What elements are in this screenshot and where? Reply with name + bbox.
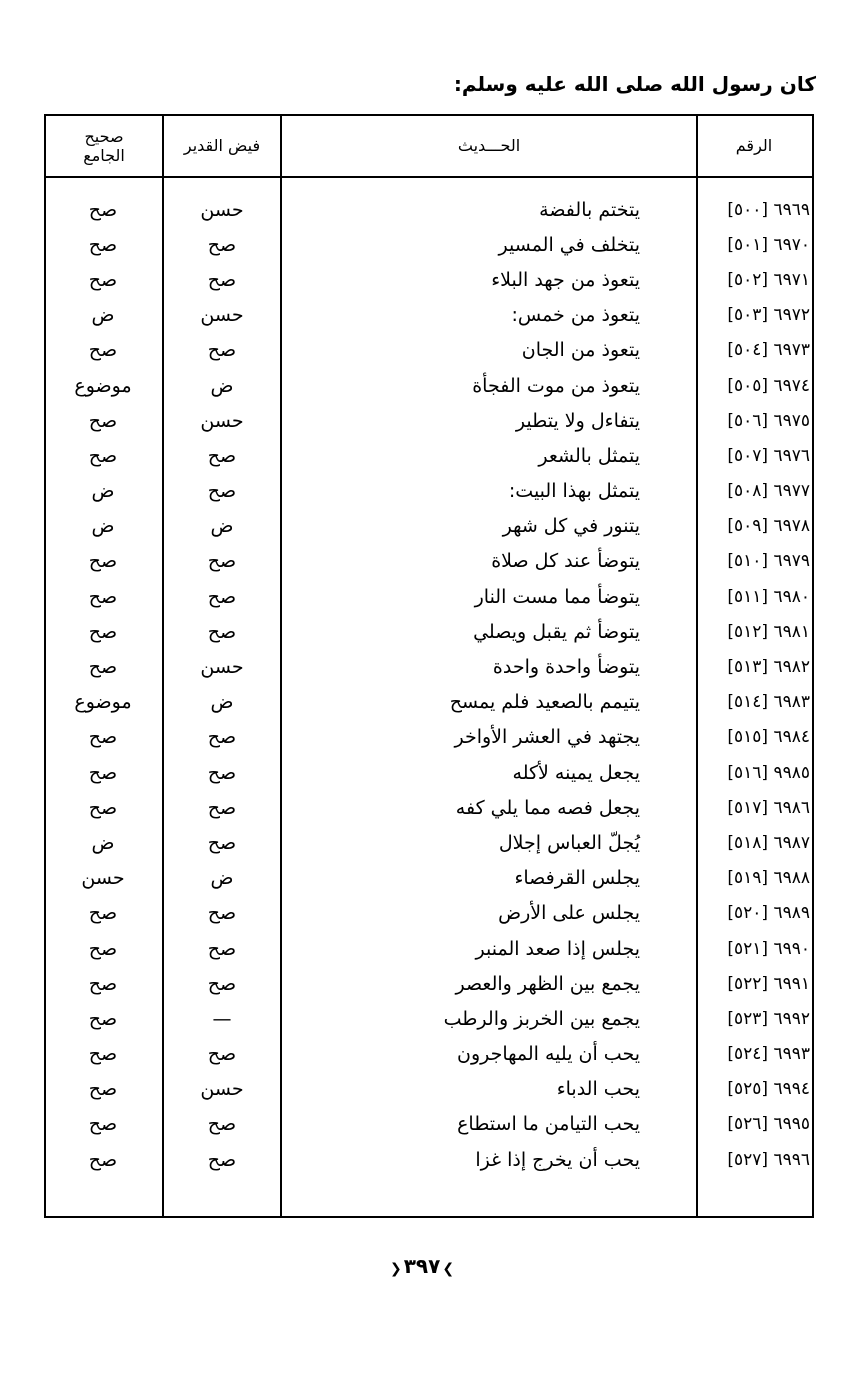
row-sahih-grade: ض bbox=[91, 515, 115, 538]
row-hadith: يتوضأ مما مست النار bbox=[474, 585, 640, 608]
row-faid-grade: صح bbox=[207, 1113, 237, 1136]
row-sahih-grade: موضوع bbox=[74, 691, 132, 714]
row-faid-grade: ض bbox=[210, 691, 234, 714]
row-sahih-grade: صح bbox=[88, 972, 118, 995]
header-number: الرقم bbox=[735, 136, 773, 156]
table-row bbox=[46, 614, 812, 649]
row-number: ٦٩٩٣ [٥٢٤] bbox=[727, 1044, 810, 1065]
table-row bbox=[46, 298, 812, 333]
row-number: ٦٩٨٤ [٥١٥] bbox=[727, 727, 810, 748]
row-hadith: يتعوذ من الجان bbox=[521, 339, 640, 362]
row-sahih-grade: صح bbox=[88, 796, 118, 819]
page-number: ٣٩٧ bbox=[403, 1254, 441, 1278]
row-faid-grade: ض bbox=[210, 515, 234, 538]
row-faid-grade: صح bbox=[207, 444, 237, 467]
table-row bbox=[46, 227, 812, 262]
table-row bbox=[46, 755, 812, 790]
row-sahih-grade: صح bbox=[88, 1007, 118, 1030]
row-hadith: يجلس القرفصاء bbox=[514, 867, 640, 890]
row-hadith: يتنور في كل شهر bbox=[502, 515, 640, 538]
ornament-icon: ❮ bbox=[389, 1261, 402, 1277]
row-number: ٦٩٩٢ [٥٢٣] bbox=[727, 1008, 810, 1029]
table-row bbox=[46, 966, 812, 1001]
table-row bbox=[46, 333, 812, 368]
row-sahih-grade: صح bbox=[88, 233, 118, 256]
row-sahih-grade: صح bbox=[88, 726, 118, 749]
row-hadith: يحب أن يخرج إذا غزا bbox=[475, 1148, 640, 1171]
table-row bbox=[46, 825, 812, 860]
row-faid-grade: حسن bbox=[200, 409, 244, 432]
row-hadith: يحب أن يليه المهاجرون bbox=[456, 1043, 640, 1066]
row-hadith: يجمع بين الظهر والعصر bbox=[455, 972, 640, 995]
header-hadith: الحـــديث bbox=[457, 136, 521, 156]
row-number: ٦٩٧٤ [٥٠٥] bbox=[727, 375, 810, 396]
row-hadith: يتوضأ عند كل صلاة bbox=[491, 550, 640, 573]
row-hadith: يجلس على الأرض bbox=[498, 902, 640, 925]
row-faid-grade: حسن bbox=[200, 1078, 244, 1101]
row-number: ٦٩٨٢ [٥١٣] bbox=[727, 657, 810, 678]
row-sahih-grade: صح bbox=[88, 1148, 118, 1171]
header-sahih-line2: الجامع bbox=[83, 146, 125, 165]
row-sahih-grade: صح bbox=[88, 198, 118, 221]
table-row bbox=[46, 544, 812, 579]
row-number: ٦٩٩٤ [٥٢٥] bbox=[727, 1079, 810, 1100]
row-sahih-grade: صح bbox=[88, 1113, 118, 1136]
table-row bbox=[46, 1107, 812, 1142]
row-faid-grade: صح bbox=[207, 550, 237, 573]
row-sahih-grade: صح bbox=[88, 937, 118, 960]
row-sahih-grade: صح bbox=[88, 902, 118, 925]
row-sahih-grade: صح bbox=[88, 1043, 118, 1066]
row-faid-grade: صح bbox=[207, 585, 237, 608]
header-faid-al-qadir: فيض القدير bbox=[183, 136, 261, 156]
row-hadith: يحب الدباء bbox=[556, 1078, 640, 1101]
row-sahih-grade: صح bbox=[88, 550, 118, 573]
row-number: ٦٩٧٧ [٥٠٨] bbox=[727, 481, 810, 502]
row-number: ٦٩٩٠ [٥٢١] bbox=[727, 938, 810, 959]
hadith-table bbox=[44, 114, 814, 1218]
ornament-icon: ❯ bbox=[442, 1261, 455, 1277]
row-hadith: يتمثل بالشعر bbox=[538, 444, 640, 467]
row-number: ٦٩٧٩ [٥١٠] bbox=[727, 551, 810, 572]
row-sahih-grade: ض bbox=[91, 480, 115, 503]
table-row bbox=[46, 649, 812, 684]
row-hadith: يتفاءل ولا يتطير bbox=[515, 409, 640, 432]
table-row bbox=[46, 368, 812, 403]
row-faid-grade: صح bbox=[207, 620, 237, 643]
row-faid-grade: حسن bbox=[200, 304, 244, 327]
row-faid-grade: حسن bbox=[200, 656, 244, 679]
row-faid-grade: صح bbox=[207, 761, 237, 784]
header-sahih-line1: صحيح bbox=[84, 126, 124, 146]
row-number: ٦٩٦٩ [٥٠٠] bbox=[727, 199, 810, 220]
row-faid-grade: صح bbox=[207, 796, 237, 819]
row-faid-grade: صح bbox=[207, 480, 237, 503]
row-faid-grade: — bbox=[212, 1007, 232, 1030]
page-footer bbox=[0, 1254, 844, 1278]
row-hadith: يتختم بالفضة bbox=[539, 198, 640, 221]
row-number: ٦٩٩١ [٥٢٢] bbox=[727, 973, 810, 994]
row-faid-grade: ض bbox=[210, 867, 234, 890]
row-hadith: يتعوذ من خمس: bbox=[511, 304, 640, 327]
row-hadith: يتيمم بالصعيد فلم يمسح bbox=[449, 691, 640, 714]
table-row bbox=[46, 474, 812, 509]
row-sahih-grade: حسن bbox=[81, 867, 125, 890]
row-sahih-grade: صح bbox=[88, 1078, 118, 1101]
row-faid-grade: صح bbox=[207, 726, 237, 749]
table-row bbox=[46, 1072, 812, 1107]
row-number: ٦٩٨٣ [٥١٤] bbox=[727, 692, 810, 713]
table-row bbox=[46, 262, 812, 297]
row-sahih-grade: صح bbox=[88, 620, 118, 643]
row-number: ٩٩٨٥ [٥١٦] bbox=[727, 762, 810, 783]
row-faid-grade: صح bbox=[207, 972, 237, 995]
row-sahih-grade: صح bbox=[88, 268, 118, 291]
row-hadith: يجلس إذا صعد المنبر bbox=[475, 937, 640, 960]
table-header bbox=[46, 116, 812, 178]
row-sahih-grade: صح bbox=[88, 444, 118, 467]
row-hadith: يجتهد في العشر الأواخر bbox=[454, 726, 640, 749]
table-row bbox=[46, 1037, 812, 1072]
row-number: ٦٩٩٥ [٥٢٦] bbox=[727, 1114, 810, 1135]
row-number: ٦٩٨١ [٥١٢] bbox=[727, 621, 810, 642]
row-hadith: يتعوذ من جهد البلاء bbox=[491, 268, 640, 291]
row-faid-grade: صح bbox=[207, 831, 237, 854]
row-sahih-grade: صح bbox=[88, 339, 118, 362]
row-faid-grade: صح bbox=[207, 268, 237, 291]
row-sahih-grade: صح bbox=[88, 761, 118, 784]
table-row bbox=[46, 896, 812, 931]
row-sahih-grade: ض bbox=[91, 831, 115, 854]
row-faid-grade: صح bbox=[207, 937, 237, 960]
row-hadith: يجعل فصه مما يلي كفه bbox=[455, 796, 640, 819]
row-sahih-grade: صح bbox=[88, 656, 118, 679]
row-sahih-grade: صح bbox=[88, 409, 118, 432]
table-row bbox=[46, 720, 812, 755]
row-number: ٦٩٧٢ [٥٠٣] bbox=[727, 305, 810, 326]
table-row bbox=[46, 1142, 812, 1177]
table-row bbox=[46, 192, 812, 227]
row-number: ٦٩٨٩ [٥٢٠] bbox=[727, 903, 810, 924]
table-row bbox=[46, 579, 812, 614]
header-sahih-al-jami bbox=[46, 116, 162, 176]
row-number: ٦٩٧٨ [٥٠٩] bbox=[727, 516, 810, 537]
table-row bbox=[46, 790, 812, 825]
row-number: ٦٩٨٨ [٥١٩] bbox=[727, 868, 810, 889]
row-number: ٦٩٧١ [٥٠٢] bbox=[727, 269, 810, 290]
row-sahih-grade: صح bbox=[88, 585, 118, 608]
page-heading: كان رسول الله صلى الله عليه وسلم: bbox=[453, 72, 816, 96]
row-number: ٦٩٩٦ [٥٢٧] bbox=[727, 1149, 810, 1170]
row-number: ٦٩٨٦ [٥١٧] bbox=[727, 797, 810, 818]
row-number: ٦٩٧٣ [٥٠٤] bbox=[727, 340, 810, 361]
row-faid-grade: صح bbox=[207, 339, 237, 362]
row-faid-grade: ض bbox=[210, 374, 234, 397]
table-row bbox=[46, 861, 812, 896]
row-number: ٦٩٧٥ [٥٠٦] bbox=[727, 410, 810, 431]
row-faid-grade: صح bbox=[207, 233, 237, 256]
row-hadith: يتعوذ من موت الفجأة bbox=[472, 374, 640, 397]
table-row bbox=[46, 685, 812, 720]
row-hadith: يتخلف في المسير bbox=[498, 233, 640, 256]
row-faid-grade: صح bbox=[207, 902, 237, 925]
row-number: ٦٩٧٦ [٥٠٧] bbox=[727, 445, 810, 466]
row-hadith: يجمع بين الخربز والرطب bbox=[443, 1007, 640, 1030]
table-row bbox=[46, 438, 812, 473]
row-faid-grade: صح bbox=[207, 1148, 237, 1171]
row-hadith: يتوضأ ثم يقبل ويصلي bbox=[473, 620, 640, 643]
row-sahih-grade: ض bbox=[91, 304, 115, 327]
row-sahih-grade: موضوع bbox=[74, 374, 132, 397]
row-hadith: يجعل يمينه لأكله bbox=[512, 761, 640, 784]
row-hadith: يتوضأ واحدة واحدة bbox=[492, 656, 640, 679]
row-faid-grade: حسن bbox=[200, 198, 244, 221]
table-body bbox=[46, 192, 812, 1177]
row-faid-grade: صح bbox=[207, 1043, 237, 1066]
table-row bbox=[46, 403, 812, 438]
table-row bbox=[46, 1001, 812, 1036]
table-row bbox=[46, 931, 812, 966]
row-hadith: يحب التيامن ما استطاع bbox=[457, 1113, 640, 1136]
row-number: ٦٩٨٧ [٥١٨] bbox=[727, 832, 810, 853]
table-row bbox=[46, 509, 812, 544]
row-hadith: يُجلّ العباس إجلال bbox=[498, 831, 640, 854]
row-hadith: يتمثل بهذا البيت: bbox=[508, 480, 640, 503]
row-number: ٦٩٧٠ [٥٠١] bbox=[727, 234, 810, 255]
row-number: ٦٩٨٠ [٥١١] bbox=[727, 586, 810, 607]
